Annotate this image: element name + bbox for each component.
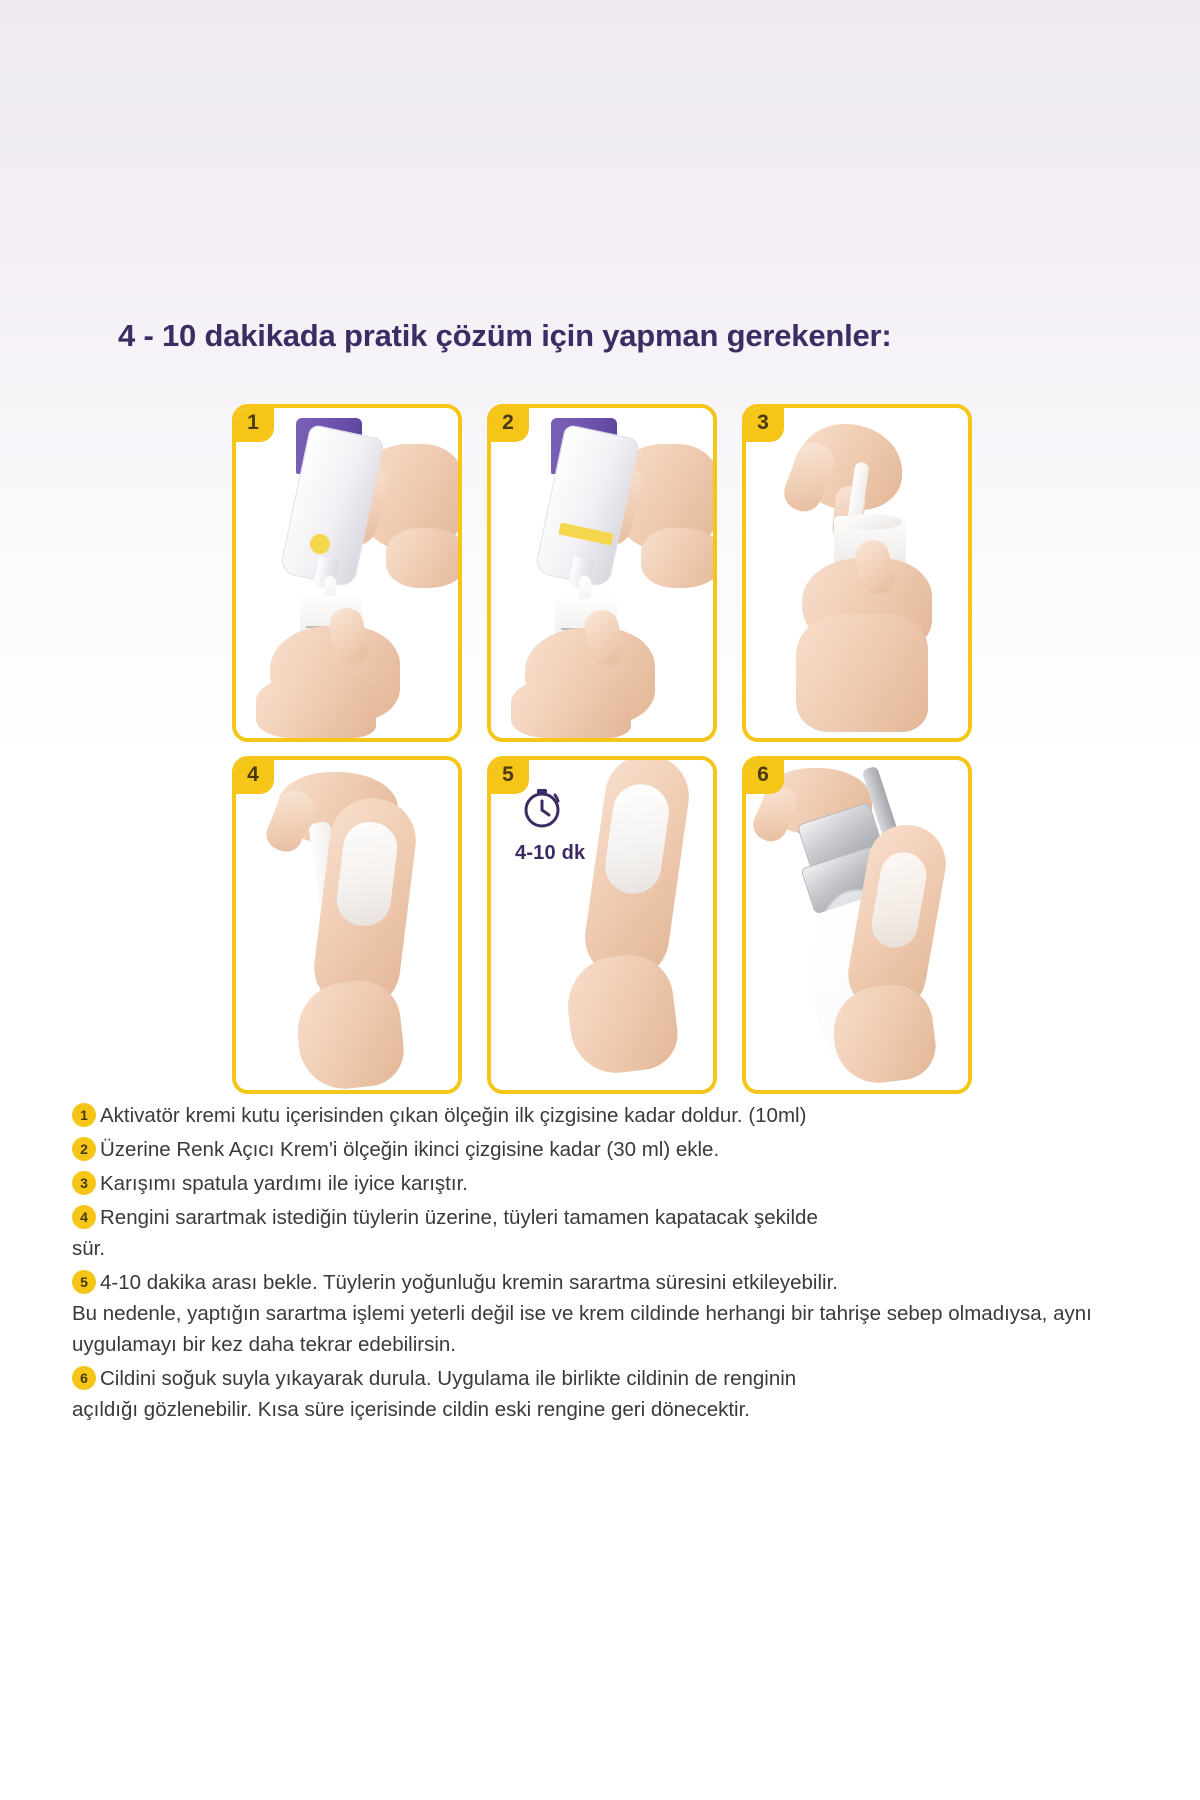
step-body-5-continuation: Bu nedenle, yaptığın sarartma işlemi yeterli değil ise ve krem cildinde herhangi bir tahrişe sebep olmadıysa, aynı uygulamayı bir kez daha tekrar edebilirsin. (72, 1302, 1092, 1356)
timer-label: 4-10 dk (515, 842, 586, 864)
page-title: 4 - 10 dakikada pratik çözüm için yapman gerekenler: (118, 318, 892, 353)
step-image-1 (232, 404, 462, 742)
step-badge-4: 4 (232, 756, 274, 794)
steps-text-list (72, 1100, 1132, 1428)
step-badge-6: 6 (742, 756, 784, 794)
grid-row-top (232, 404, 972, 742)
step-body-3: Karışımı spatula yardımı ile iyice karıştır. (100, 1172, 468, 1195)
step-body-4-continuation: sür. (72, 1237, 106, 1260)
step-number-2: 2 (72, 1137, 96, 1161)
step-image-4 (232, 756, 462, 1094)
photo-2 (491, 408, 713, 738)
step-text-2 (72, 1134, 1132, 1165)
step-text-3 (72, 1168, 1132, 1199)
grid-row-bottom (232, 756, 972, 1094)
step-body-1: Aktivatör kremi kutu içerisinden çıkan ölçeğin ilk çizgisine kadar doldur. (10ml) (100, 1104, 807, 1127)
step-body-4: Rengini sarartmak istediğin tüylerin üzerine, tüyleri tamamen kapatacak şekilde (100, 1206, 818, 1229)
step-badge-3: 3 (742, 404, 784, 442)
photo-3 (746, 408, 968, 738)
timer-icon (519, 784, 565, 830)
step-body-2: Üzerine Renk Açıcı Krem'i ölçeğin ikinci çizgisine kadar (30 ml) ekle. (100, 1138, 720, 1161)
step-number-3: 3 (72, 1171, 96, 1195)
step-body-6-continuation: açıldığı gözlenebilir. Kısa süre içerisinde cildin eski rengine geri dönecektir. (72, 1398, 751, 1421)
photo-1 (236, 408, 458, 738)
step-number-4: 4 (72, 1205, 96, 1229)
steps-image-grid (232, 404, 972, 1094)
step-number-6: 6 (72, 1366, 96, 1390)
step-number-5: 5 (72, 1270, 96, 1294)
photo-6 (746, 760, 968, 1090)
step-number-1: 1 (72, 1103, 96, 1127)
step-body-6: Cildini soğuk suyla yıkayarak durula. Uygulama ile birlikte cildinin de renginin (100, 1367, 797, 1390)
step-badge-2: 2 (487, 404, 529, 442)
step-text-4 (72, 1202, 1132, 1264)
photo-4 (236, 760, 458, 1090)
step-text-6 (72, 1363, 1132, 1425)
step-text-1 (72, 1100, 1132, 1131)
step-image-6 (742, 756, 972, 1094)
photo-5 (491, 760, 713, 1090)
step-body-5: 4-10 dakika arası bekle. Tüylerin yoğunluğu kremin sarartma süresini etkileyebilir. (100, 1271, 838, 1294)
step-text-5 (72, 1267, 1132, 1360)
step-image-3 (742, 404, 972, 742)
step-badge-5: 5 (487, 756, 529, 794)
step-image-2 (487, 404, 717, 742)
step-image-5 (487, 756, 717, 1094)
step-badge-1: 1 (232, 404, 274, 442)
